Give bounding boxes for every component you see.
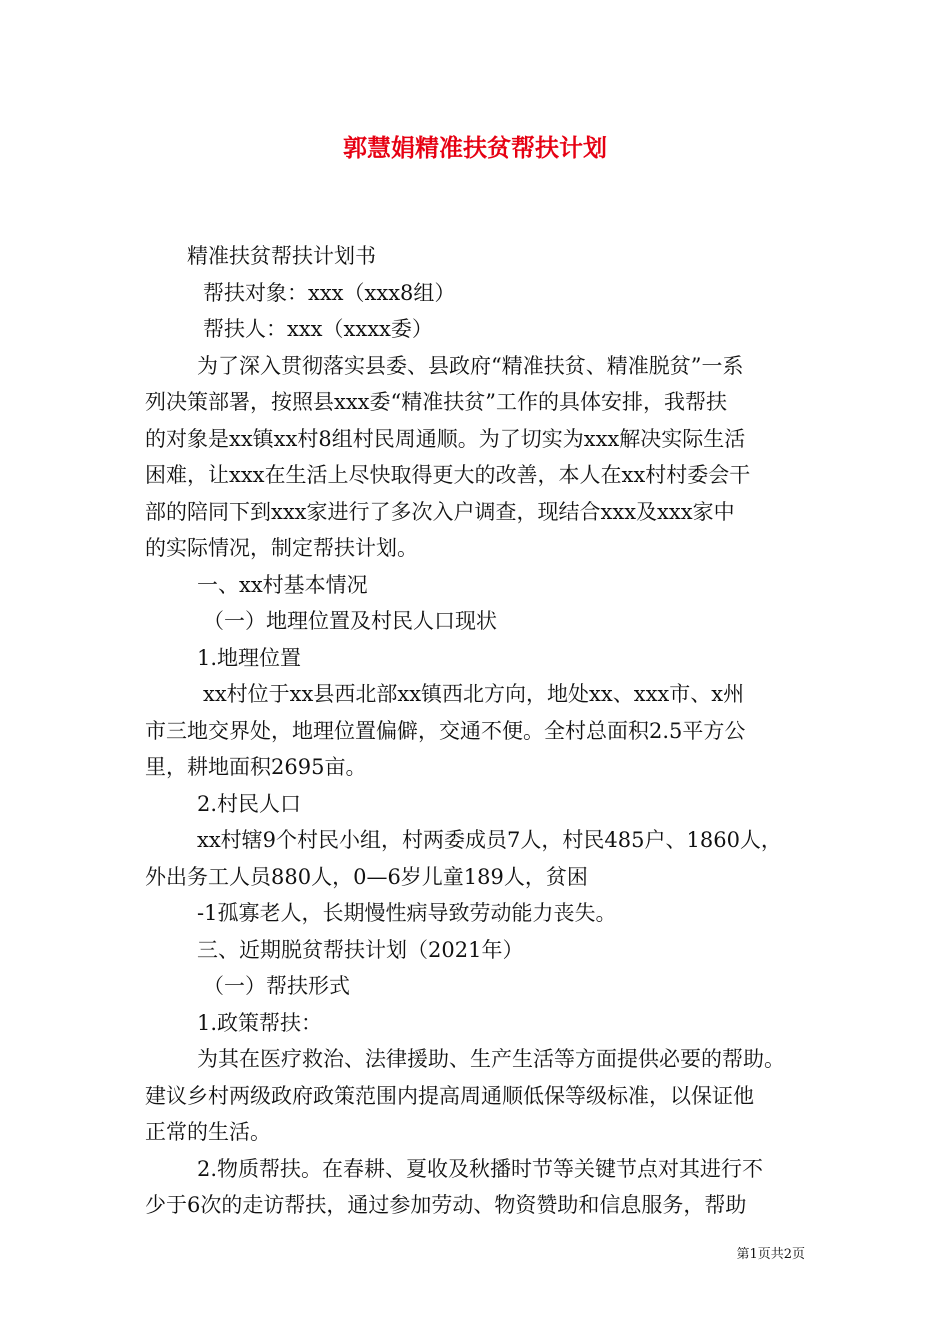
text-line: 一、xx村基本情况	[197, 572, 368, 597]
text-line: 市三地交界处，地理位置偏僻，交通不便。全村总面积2.5平方公	[145, 718, 746, 743]
text-line: 2.物质帮扶。在春耕、夏收及秋播时节等关键节点对其进行不	[197, 1156, 764, 1181]
text-line: 困难，让xxx在生活上尽快取得更大的改善，本人在xx村村委会干	[145, 463, 751, 487]
text-line: 建议乡村两级政府政策范围内提高周通顺低保等级标准，以保证他	[145, 1083, 754, 1108]
text-line: 为了深入贯彻落实县委、县政府“精准扶贫、精准脱贫”一系	[197, 353, 744, 378]
text-line: 帮扶人：xxx（xxxx委）	[203, 317, 433, 341]
text-line: 2.村民人口	[197, 791, 302, 816]
document-title: 郭慧娟精准扶贫帮扶计划	[343, 134, 607, 162]
document-body	[145, 238, 820, 1224]
text-line: 正常的生活。	[145, 1120, 271, 1144]
text-line: 少于6次的走访帮扶，通过参加劳动、物资赞助和信息服务，帮助	[145, 1193, 747, 1217]
page-number: 第1页共2页	[736, 1247, 805, 1262]
text-line: -1孤寡老人，长期慢性病导致劳动能力丧失。	[197, 901, 617, 925]
text-line: 帮扶对象：xxx（xxx8组）	[203, 280, 456, 305]
text-line: 部的陪同下到xxx家进行了多次入户调查，现结合xxx及xxx家中	[145, 499, 735, 524]
text-line: 精准扶贫帮扶计划书	[187, 244, 376, 268]
text-line: 1.地理位置	[197, 645, 302, 670]
text-line: xx村辖9个村民小组，村两委成员7人，村民485户、1860人，	[197, 828, 782, 852]
text-line: 的对象是xx镇xx村8组村民周通顺。为了切实为xxx解决实际生活	[145, 426, 746, 451]
text-line: 1.政策帮扶：	[197, 1010, 323, 1035]
text-line: 列决策部署，按照县xxx委“精准扶贫”工作的具体安排，我帮扶	[145, 390, 727, 414]
text-line: 里，耕地面积2695亩。	[145, 755, 367, 779]
text-line: （一）帮扶形式	[203, 974, 350, 998]
text-line: 三、近期脱贫帮扶计划（2021年）	[197, 937, 524, 962]
text-line: 为其在医疗救治、法律援助、生产生活等方面提供必要的帮助。	[197, 1047, 785, 1071]
text-line: xx村位于xx县西北部xx镇西北方向，地处xx、xxx市、x州	[203, 682, 745, 706]
text-line: （一）地理位置及村民人口现状	[203, 609, 497, 633]
text-line: 外出务工人员880人，0—6岁儿童189人，贫困	[145, 864, 588, 889]
text-line: 的实际情况，制定帮扶计划。	[145, 536, 418, 560]
